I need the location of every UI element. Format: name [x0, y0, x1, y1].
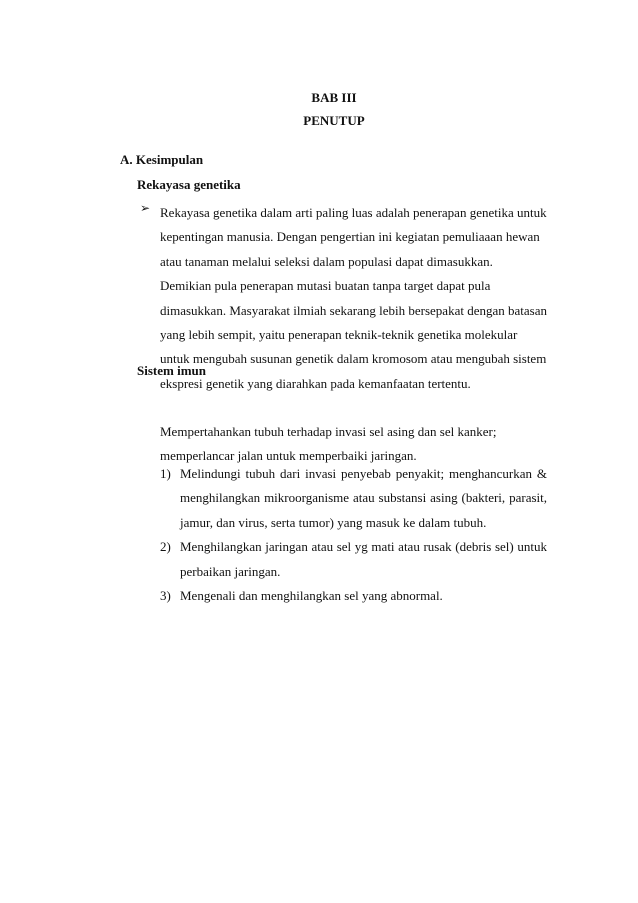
list-item — [160, 462, 547, 535]
arrow-bullet-icon: ➢ — [140, 201, 151, 215]
rekayasa-paragraph: Rekayasa genetika dalam arti paling luas adalah penerapan genetika untuk kepentingan manusia. Dengan pengertian ini kegiatan pemuliaaan hewan atau tanaman melalui seleksi dalam populasi dapat dimasukkan. Demikian pula penerapan mutasi buatan tanpa target dapat pula dimasukkan. Masyarakat ilmiah sekarang lebih bersepakat dengan batasan yang lebih sempit, yaitu penerapan teknik-teknik genetika molekular untuk mengubah susunan genetik dalam kromosom atau mengubah sistem ekspresi genetik yang diarahkan pada kemanfaatan tertentu. — [160, 205, 547, 391]
list-item — [160, 584, 547, 608]
section-heading-kesimpulan: A. Kesimpulan — [120, 152, 204, 167]
list-item-text: Mengenali dan menghilangkan sel yang abnormal. — [180, 588, 443, 604]
subheading-rekayasa-genetika: Rekayasa genetika — [137, 177, 241, 192]
list-item-number: 2) — [160, 539, 171, 555]
chapter-number: BAB III — [311, 90, 357, 105]
list-item-number: 3) — [160, 588, 171, 604]
chapter-title: PENUTUP — [303, 113, 365, 128]
list-item-number: 1) — [160, 466, 171, 481]
subheading-sistem-imun: Sistem imun — [137, 363, 206, 378]
imun-numbered-list — [160, 462, 547, 608]
list-item-text: Menghilangkan jaringan atau sel yg mati atau rusak (debris sel) untuk perbaikan jaringan. — [180, 539, 547, 579]
list-item — [160, 535, 547, 584]
imun-intro-paragraph: Mempertahankan tubuh terhadap invasi sel asing dan sel kanker; memperlancar jalan untuk memperbaiki jaringan. — [160, 424, 497, 464]
list-item-text: Melindungi tubuh dari invasi penyebab penyakit; menghancurkan & menghilangkan mikroorganisme atau substansi asing (bakteri, parasit, jamur, dan virus, serta tumor) yang masuk ke dalam tubuh. — [180, 466, 547, 530]
